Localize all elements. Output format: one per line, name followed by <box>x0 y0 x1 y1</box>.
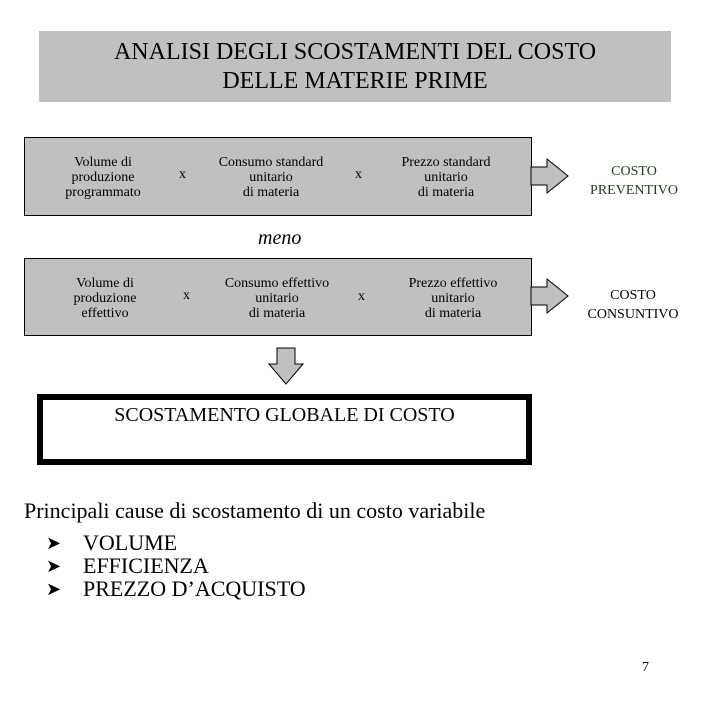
causes-title: Principali cause di scostamento di un costo variabile <box>24 498 486 523</box>
actual-multiply-2: x <box>358 289 365 304</box>
actual-volume-line: Volume di <box>76 275 134 291</box>
standard-cost-box <box>24 137 532 216</box>
standard-volume-cell <box>35 138 171 217</box>
costo-consuntivo-label <box>574 286 692 324</box>
costo-preventivo-line: PREVENTIVO <box>590 183 678 198</box>
actual-prezzo-line: Prezzo effettivo <box>408 275 498 291</box>
global-variance-label: SCOSTAMENTO GLOBALE DI COSTO <box>114 404 455 426</box>
standard-prezzo-cell <box>370 138 522 217</box>
standard-prezzo-line: di materia <box>417 185 475 200</box>
cause-label: EFFICIENZA <box>83 553 209 578</box>
right-arrow-icon <box>530 278 570 314</box>
list-item <box>46 576 306 602</box>
actual-consumo-line: di materia <box>248 305 306 321</box>
costo-preventivo-label <box>575 162 693 200</box>
actual-consumo-line: Consumo effettivo <box>224 275 330 291</box>
actual-prezzo-line: di materia <box>424 305 482 321</box>
costo-consuntivo-line: COSTO <box>610 288 656 303</box>
slide-title <box>39 31 671 102</box>
actual-prezzo-line: unitario <box>431 290 475 306</box>
actual-consumo-cell <box>196 259 358 337</box>
slide-title-line-2: DELLE MATERIE PRIME <box>222 67 488 94</box>
actual-multiply-1: x <box>183 288 190 303</box>
standard-multiply-2: x <box>355 167 362 182</box>
costo-consuntivo-line: CONSUNTIVO <box>587 307 679 322</box>
standard-consumo-cell <box>190 138 352 217</box>
page-number: 7 <box>642 660 649 675</box>
standard-consumo-line: Consumo standard <box>218 155 324 170</box>
standard-volume-line: produzione <box>71 170 135 185</box>
standard-multiply-1: x <box>179 167 186 182</box>
actual-volume-line: effettivo <box>81 305 129 321</box>
minus-label: meno <box>258 227 302 249</box>
down-arrow-icon <box>268 347 304 385</box>
standard-volume-line: Volume di <box>74 155 132 170</box>
costo-preventivo-line: COSTO <box>611 164 657 179</box>
actual-volume-cell <box>37 259 173 337</box>
chevron-bullet-icon: ➤ <box>46 532 62 553</box>
global-variance-box <box>37 394 532 465</box>
standard-consumo-line: unitario <box>249 170 293 185</box>
cause-label: PREZZO D’ACQUISTO <box>83 576 306 601</box>
standard-prezzo-line: unitario <box>424 170 468 185</box>
standard-consumo-line: di materia <box>242 185 300 200</box>
actual-prezzo-cell <box>377 259 529 337</box>
chevron-bullet-icon: ➤ <box>46 555 62 576</box>
actual-volume-line: produzione <box>73 290 137 306</box>
chevron-bullet-icon: ➤ <box>46 578 62 599</box>
actual-cost-box <box>24 258 532 336</box>
standard-volume-line: programmato <box>65 185 141 200</box>
right-arrow-icon <box>530 158 570 194</box>
slide-title-line-1: ANALISI DEGLI SCOSTAMENTI DEL COSTO <box>113 38 597 65</box>
actual-consumo-line: unitario <box>255 290 299 306</box>
standard-prezzo-line: Prezzo standard <box>401 155 491 170</box>
cause-label: VOLUME <box>83 530 178 555</box>
